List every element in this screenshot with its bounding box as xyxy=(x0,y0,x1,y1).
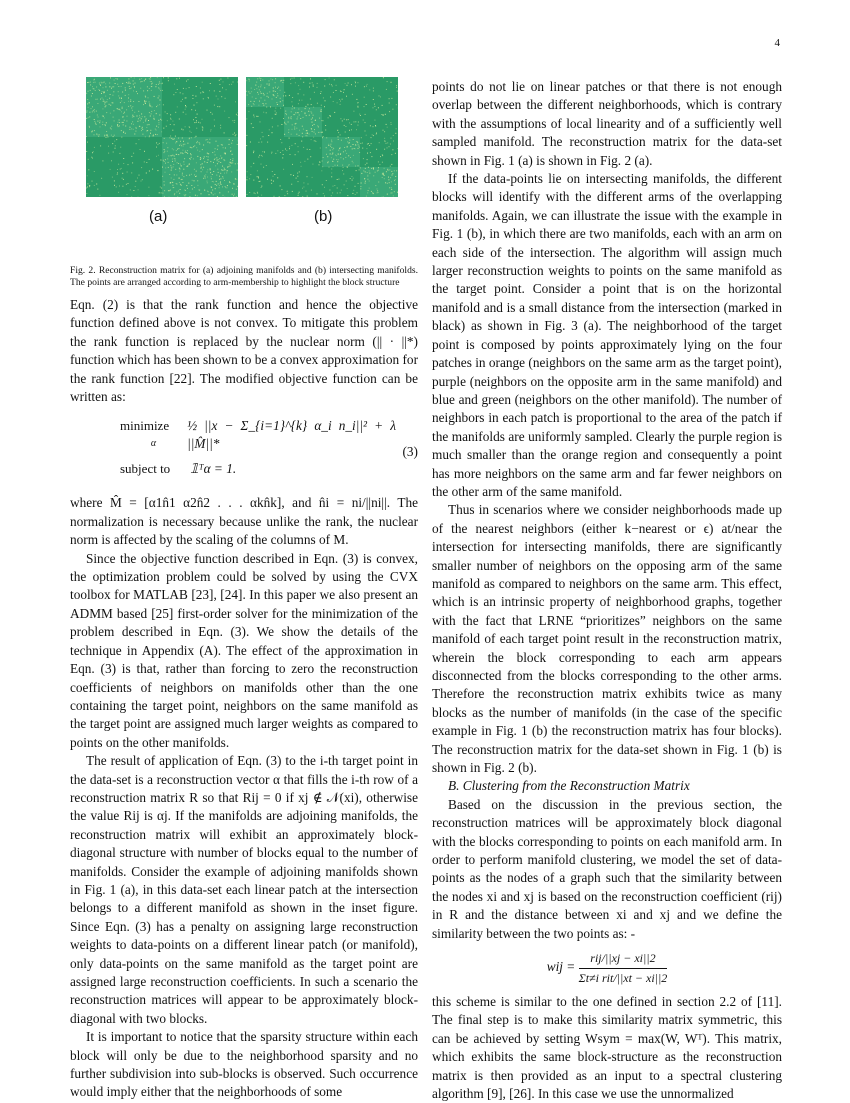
paragraph: The result of application of Eqn. (3) to the i-th target point in the data-set is a reconstruction vector α that fills the i-th row of a reconstruction matrix R so that Rij = 0 if xj ∉ 𝒩(xi), otherwise the value Rij is αj. If the manifolds are adjoining manifolds, the reconstruction matrix will exhibit an approximately block-diagonal structure with number of blocks equal to the number of manifolds. Consider the example of adjoining manifolds shown in Fig. 1 (a), in this data-set each linear patch at the intersection belongs to a different manifold as shown in the inset figure. Since Eqn. (3) has a penalty on assigning large reconstruction weights to data-points on a different linear patch (or manifold), only data-points on the same manifold as the target point are assigned large reconstruction coefficients. In such a scenario the reconstruction matrices will appear to be approximately block-diagonal with two blocks. xyxy=(70,752,418,1028)
figure-caption: Fig. 2. Reconstruction matrix for (a) adjoining manifolds and (b) intersecting manifolds. The points are arranged according to arm-membership to highlight the block structure xyxy=(70,265,418,288)
eq-w-lhs: wij = xyxy=(547,959,576,974)
eq-w-numerator: rij/||xj − xi||2 xyxy=(579,949,668,968)
equation-3 xyxy=(70,418,418,486)
subfigure-label-b: (b) xyxy=(314,208,332,225)
eq-subject-keyword: subject to xyxy=(120,460,190,478)
page-number: 4 xyxy=(775,37,781,49)
eq-minimize-keyword: minimize xyxy=(120,417,187,435)
paragraph: Based on the discussion in the previous section, the reconstruction matrices will be approximately block diagonal with the blocks corresponding to points on each manifold arm. In order to perform manifold clustering, we model the set of data-points as the nodes of a graph such that the similarity between the nodes xi and xj is based on the reconstruction coefficient (rij) in R and the distance between xi and xj and we define the similarity between the two points as: - xyxy=(432,796,782,943)
eq-minimize-subscript: α xyxy=(120,435,187,453)
reconstruction-matrix-b xyxy=(246,77,398,197)
paragraph: this scheme is similar to the one defined in section 2.2 of [11]. The final step is to make this similarity matrix symmetric, this can be achieved by setting Wsym = max(W, Wᵀ). This matrix, which exhibits the same block-structure as the reconstruction matrix is then provided as an input to a spectral clustering algorithm [9], [26]. In this case we use the unnormalized xyxy=(432,993,782,1103)
eq-objective: ½ ||x − Σ_{i=1}^{k} α_i n_i||² + λ ||M̂||* xyxy=(187,417,396,454)
paragraph: Thus in scenarios where we consider neighborhoods made up of the nearest neighbors (either k−nearest or ϵ) at/near the intersection for intersecting manifolds, there are significantly smaller number of neighbors on the opposing arm of the same manifold as compared to neighbors on the same arm. This effect, which is an intrinsic property of neighborhood graphs, together with the fact that LRNE “prioritizes” neighbors on the same manifold of each target point result in the reconstruction matrix, wherein the block corresponding to each arm appears disconnected from the blocks corresponding to the other arms. Therefore the reconstruction matrix exhibits twice as many blocks as the number of manifolds (in the case of the specific example in Fig. 1 (b) the reconstruction matrix has four blocks). The reconstruction matrix for the data-set shown in Fig. 1 (b) is shown in Fig. 2 (b). xyxy=(432,501,782,777)
paragraph: points do not lie on linear patches or that there is not enough overlap between the different neighborhoods, which is contrary with the assumptions of local linearity and of a sufficiently well sampled manifold. The reconstruction matrix for the data-set shown in Fig. 1 (a) is shown in Fig. 2 (a). xyxy=(432,78,782,170)
eq-constraint: 𝟙ᵀα = 1. xyxy=(190,460,236,478)
eq-w-denominator: Σt≠i rit/||xt − xi||2 xyxy=(579,969,668,987)
similarity-equation xyxy=(432,949,782,987)
section-heading: B. Clustering from the Reconstruction Matrix xyxy=(432,777,782,795)
subfigure-label-a: (a) xyxy=(149,208,167,225)
paragraph: If the data-points lie on intersecting manifolds, the different blocks will identify with the different arms of the overlapping manifolds. Again, we can illustrate the issue with the example in Fig. 1 (b), in which there are two manifolds, each with an arm on each side of the intersection. The algorithm will assign much larger reconstruction weights to points on the same manifold as the target point. Consider a point that is on the horizontal manifold and is a small distance from the intersection (marked in black) as shown in Fig. 3 (a). The neighborhood of the target point is composed by points approximately lying on the four patches in orange (neighbors on the same arm as the target point), purple (neighbors on the opposite arm in the same manifold) and blue and green (neighbors on the other manifold). The number of neighbors in each patch is proportional to the area of the patch if the manifolds are uniformly sampled. Clearly the purple region is much smaller than the orange region and consequently a point has more neighbors on the same arm and far fewer neighbors on the other arm of the same manifold. xyxy=(432,170,782,501)
right-column xyxy=(432,78,782,1103)
equation-number: (3) xyxy=(396,443,418,461)
paragraph: where M̂ = [α1n̂1 α2n̂2 . . . αkn̂k], and n̂i = ni/||ni||. The normalization is necessary because unlike the rank, the nuclear norm is affected by the scaling of the columns of M. xyxy=(70,494,418,549)
reconstruction-matrix-a xyxy=(86,77,238,197)
paragraph: Eqn. (2) is that the rank function and hence the objective function defined above is not convex. To mitigate this problem the rank function is replaced by the nuclear norm (|| · ||*) function which has been shown to be a convex approximation for the rank function [22]. The modified objective function can be written as: xyxy=(70,296,418,406)
paragraph: Since the objective function described in Eqn. (3) is convex, the optimization problem could be solved by using the CVX toolbox for MATLAB [23], [24]. In this paper we also present an ADMM based [25] first-order solver for the minimization of the problem described in Eqn. (3). We show the details of the technique in Appendix (A). The effect of the approximation in Eqn. (3) is that, rather than forcing to zero the reconstruction coefficients of neighbors on manifolds other than the one containing the target point, neighbors on the same manifold as the target point are assigned much larger weights as compared to points on the other manifolds. xyxy=(70,550,418,752)
left-column xyxy=(70,296,418,1102)
eq-w-fraction xyxy=(579,949,668,987)
paragraph: It is important to notice that the sparsity structure within each block will only be due to the neighborhood sparsity and no further subdivision into sub-blocks is observed. Such occurrence would imply either that the neighborhoods of some xyxy=(70,1028,418,1102)
